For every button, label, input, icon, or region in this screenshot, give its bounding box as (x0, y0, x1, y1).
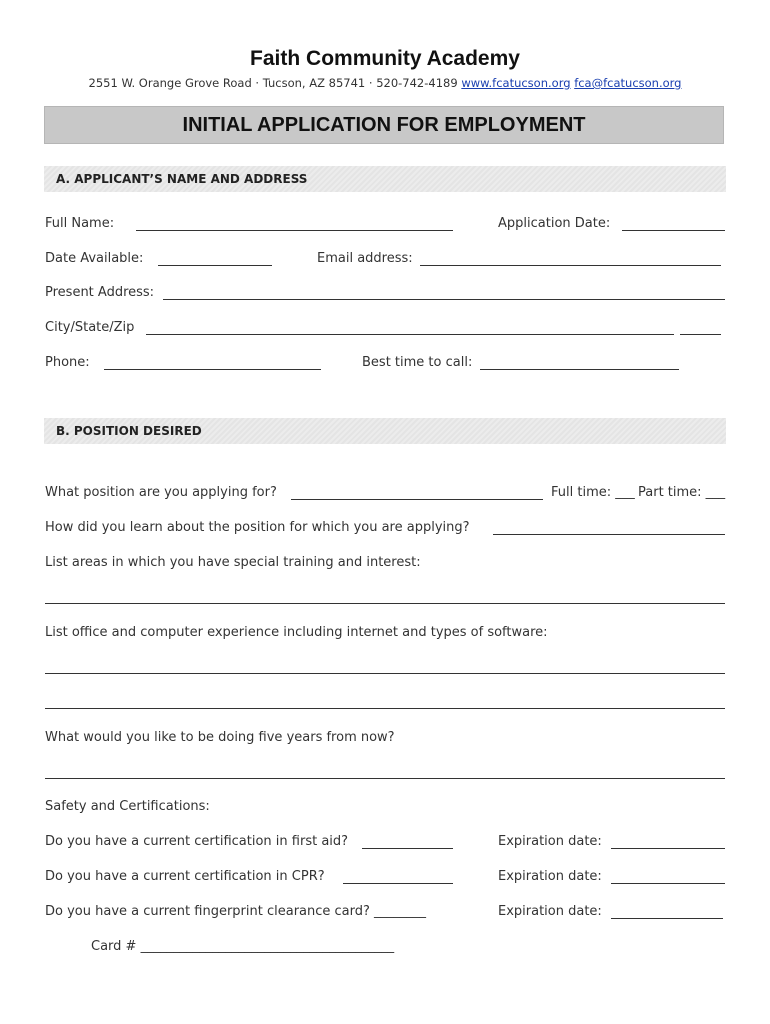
email-address-label: Email address: (317, 251, 413, 266)
fingerprint-question: Do you have a current fingerprint clearance card? ________ (45, 904, 427, 919)
position-field[interactable] (291, 499, 543, 500)
date-available-label: Date Available: (45, 251, 144, 266)
section-b-heading: B. POSITION DESIRED (44, 418, 726, 444)
phone-label: Phone: (45, 355, 90, 370)
five-years-field[interactable] (45, 778, 725, 779)
application-date-field[interactable] (622, 230, 725, 231)
cpr-question: Do you have a current certification in CPR? (45, 869, 325, 884)
application-date-label: Application Date: (498, 216, 611, 231)
learn-question: How did you learn about the position for which you are applying? (45, 520, 470, 535)
training-question: List areas in which you have special training and interest: (45, 555, 421, 570)
computer-field-line-1[interactable] (45, 673, 725, 674)
fingerprint-expiration-field[interactable] (611, 918, 723, 919)
contact-line (0, 76, 770, 90)
section-a-heading: A. APPLICANT’S NAME AND ADDRESS (44, 166, 726, 192)
first-aid-expiration-label: Expiration date: (498, 834, 602, 849)
school-name: Faith Community Academy (250, 47, 520, 70)
email-link[interactable]: fca@fcatucson.org (574, 76, 682, 90)
part-time-option[interactable]: Part time: ___ (638, 485, 726, 500)
present-address-label: Present Address: (45, 285, 155, 300)
present-address-field[interactable] (163, 299, 725, 300)
cpr-expiration-field[interactable] (611, 883, 725, 884)
card-number-field[interactable]: Card # _______________________________________ (91, 939, 395, 954)
computer-field-line-2[interactable] (45, 708, 725, 709)
cpr-field[interactable] (343, 883, 453, 884)
full-time-option[interactable]: Full time: ___ (551, 485, 635, 500)
city-state-field[interactable] (146, 334, 674, 335)
full-name-field[interactable] (136, 230, 453, 231)
full-name-label: Full Name: (45, 216, 115, 231)
first-aid-question: Do you have a current certification in first aid? (45, 834, 349, 849)
phone-field[interactable] (104, 369, 321, 370)
city-state-zip-label: City/State/Zip (45, 320, 135, 335)
website-link[interactable]: www.fcatucson.org (461, 76, 571, 90)
training-field[interactable] (45, 603, 725, 604)
position-question: What position are you applying for? (45, 485, 277, 500)
five-years-question: What would you like to be doing five years from now? (45, 730, 395, 745)
form-title: INITIAL APPLICATION FOR EMPLOYMENT (44, 106, 724, 144)
learn-field[interactable] (493, 534, 725, 535)
cpr-expiration-label: Expiration date: (498, 869, 602, 884)
school-address: 2551 W. Orange Grove Road · Tucson, AZ 85741 · 520-742-4189 (88, 76, 458, 90)
fingerprint-expiration-label: Expiration date: (498, 904, 602, 919)
first-aid-expiration-field[interactable] (611, 848, 725, 849)
date-available-field[interactable] (158, 265, 272, 266)
best-time-field[interactable] (480, 369, 679, 370)
first-aid-field[interactable] (362, 848, 453, 849)
zip-field[interactable] (680, 334, 721, 335)
computer-question: List office and computer experience including internet and types of software: (45, 625, 548, 640)
email-address-field[interactable] (420, 265, 721, 266)
safety-heading: Safety and Certifications: (45, 799, 210, 814)
best-time-label: Best time to call: (362, 355, 473, 370)
